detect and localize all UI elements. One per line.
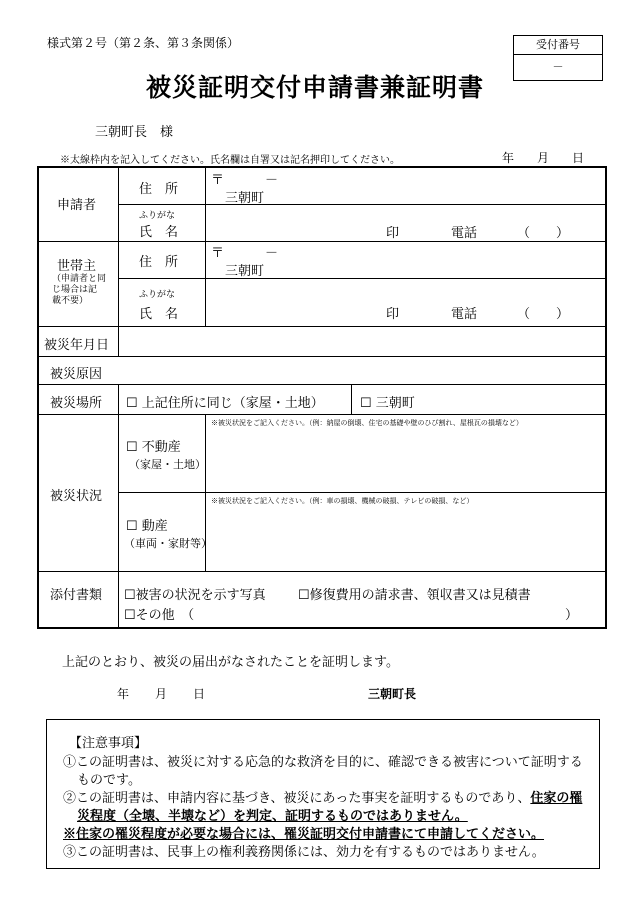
receipt-number-value[interactable]: － xyxy=(552,60,564,73)
real-estate-checkbox[interactable]: ☐ 不動産 xyxy=(126,440,181,455)
disaster-place-label: 被災場所 xyxy=(50,396,103,411)
divider xyxy=(118,492,607,493)
attachments-label: 添付書類 xyxy=(50,588,103,603)
applicant-seal-mark: 印 xyxy=(386,226,400,241)
householder-postal-mark: 〒 xyxy=(211,246,225,261)
real-estate-sublabel: （家屋・土地） xyxy=(129,458,206,471)
note-2-supplement: ※住家の罹災程度が必要な場合には、罹災証明交付申請書にて申請してください。 xyxy=(63,827,545,842)
divider xyxy=(39,384,607,385)
householder-label: 世帯主 xyxy=(57,259,97,274)
divider xyxy=(118,278,607,279)
divider xyxy=(118,384,119,629)
householder-seal-mark: 印 xyxy=(386,307,400,322)
application-form xyxy=(37,166,607,629)
place-same-address-checkbox[interactable]: ☐ 上記住所に同じ（家屋・土地） xyxy=(126,396,324,411)
date-day: 日 xyxy=(572,151,585,165)
place-misasa-checkbox[interactable]: ☐ 三朝町 xyxy=(360,396,415,411)
notes-box xyxy=(46,719,600,869)
householder-postal-dash: － xyxy=(265,246,279,261)
note-1: ①この証明書は、被災に対する応急的な救済を目的に、確認できる被害について証明する xyxy=(63,755,583,770)
cert-date-day: 日 xyxy=(193,687,206,701)
disaster-date-label: 被災年月日 xyxy=(44,338,110,353)
movable-property-checkbox[interactable]: ☐ 動産 xyxy=(126,519,168,534)
divider xyxy=(39,326,607,327)
applicant-furigana-label: ふりがな xyxy=(139,211,176,221)
divider xyxy=(39,356,607,357)
certification-date xyxy=(117,685,231,702)
householder-phone-label: 電話 xyxy=(451,307,478,322)
note-2-emphasis: 住家の罹 xyxy=(530,791,583,806)
note-2-cont: 災程度（全壊、半壊など）を判定、証明するものではありません。 xyxy=(77,809,468,824)
divider xyxy=(205,168,206,326)
applicant-postal-mark: 〒 xyxy=(211,173,225,188)
other-close-paren: ） xyxy=(565,608,579,623)
divider xyxy=(118,168,119,356)
note-1-cont: ものです。 xyxy=(77,773,141,788)
householder-sublabel xyxy=(52,274,106,307)
applicant-address-label: 住 所 xyxy=(139,182,179,197)
householder-sublabel-line: じ場合は記 xyxy=(52,285,98,295)
real-estate-note: ※被災状況をご記入ください。（例：納屋の倒壊、住宅の基礎や壁のひび割れ、屋根瓦の損壊など） xyxy=(211,419,523,427)
applicant-postal-dash: － xyxy=(265,173,279,188)
applicant-phone-field[interactable]: （ ） xyxy=(517,226,570,241)
applicant-label: 申請者 xyxy=(57,198,97,213)
application-date[interactable] xyxy=(502,149,584,166)
householder-phone-field[interactable]: （ ） xyxy=(517,307,570,322)
certification-text: 上記のとおり、被災の届出がなされたことを証明します。 xyxy=(62,655,399,670)
document-title: 被災証明交付申請書兼証明書 xyxy=(145,73,484,102)
note-2 xyxy=(63,787,582,806)
disaster-cause-label: 被災原因 xyxy=(50,367,103,382)
applicant-name-label: 氏 名 xyxy=(139,225,179,240)
addressee: 三朝町長 様 xyxy=(95,125,174,140)
divider xyxy=(118,204,607,205)
applicant-phone-label: 電話 xyxy=(451,226,478,241)
divider xyxy=(39,414,607,415)
householder-name-label: 氏 名 xyxy=(139,307,179,322)
householder-sublabel-line: （申請者と同 xyxy=(52,274,107,284)
cert-date-month: 月 xyxy=(155,687,168,701)
instruction-note: ※太線枠内を記入してください。氏名欄は自署又は記名押印してください。 xyxy=(60,155,400,166)
movable-property-note: ※被災状況をご記入ください。（例：車の損壊、機械の破損、テレビの破損、など） xyxy=(211,497,474,505)
other-checkbox[interactable]: ☐その他 （ xyxy=(124,608,195,623)
photo-checkbox[interactable]: ☐被害の状況を示す写真 xyxy=(124,588,266,603)
divider xyxy=(39,571,607,572)
applicant-town[interactable]: 三朝町 xyxy=(225,191,265,206)
date-year: 年 xyxy=(502,151,515,165)
form-number: 様式第２号（第２条、第３条関係） xyxy=(47,36,240,50)
householder-address-label: 住 所 xyxy=(139,255,179,270)
disaster-status-label: 被災状況 xyxy=(50,489,103,504)
movable-property-sublabel: （車両・家財等） xyxy=(124,537,212,550)
householder-sublabel-line: 載不要） xyxy=(52,296,89,306)
cert-date-year: 年 xyxy=(117,687,130,701)
notes-heading: 【注意事項】 xyxy=(69,736,148,751)
householder-furigana-label: ふりがな xyxy=(139,290,176,300)
receipt-number-label: 受付番号 xyxy=(514,36,602,55)
mayor-signature: 三朝町長 xyxy=(368,687,417,701)
householder-town[interactable]: 三朝町 xyxy=(225,264,265,279)
repair-invoice-checkbox[interactable]: ☐修復費用の請求書、領収書又は見積書 xyxy=(298,588,531,603)
note-2-text: ②この証明書は、申請内容に基づき、被災にあった事実を証明するものであり、 xyxy=(63,791,531,806)
divider xyxy=(351,384,352,414)
note-3: ③この証明書は、民事上の権利義務関係には、効力を有するものではありません。 xyxy=(63,845,545,860)
date-month: 月 xyxy=(537,151,550,165)
divider xyxy=(39,241,607,242)
